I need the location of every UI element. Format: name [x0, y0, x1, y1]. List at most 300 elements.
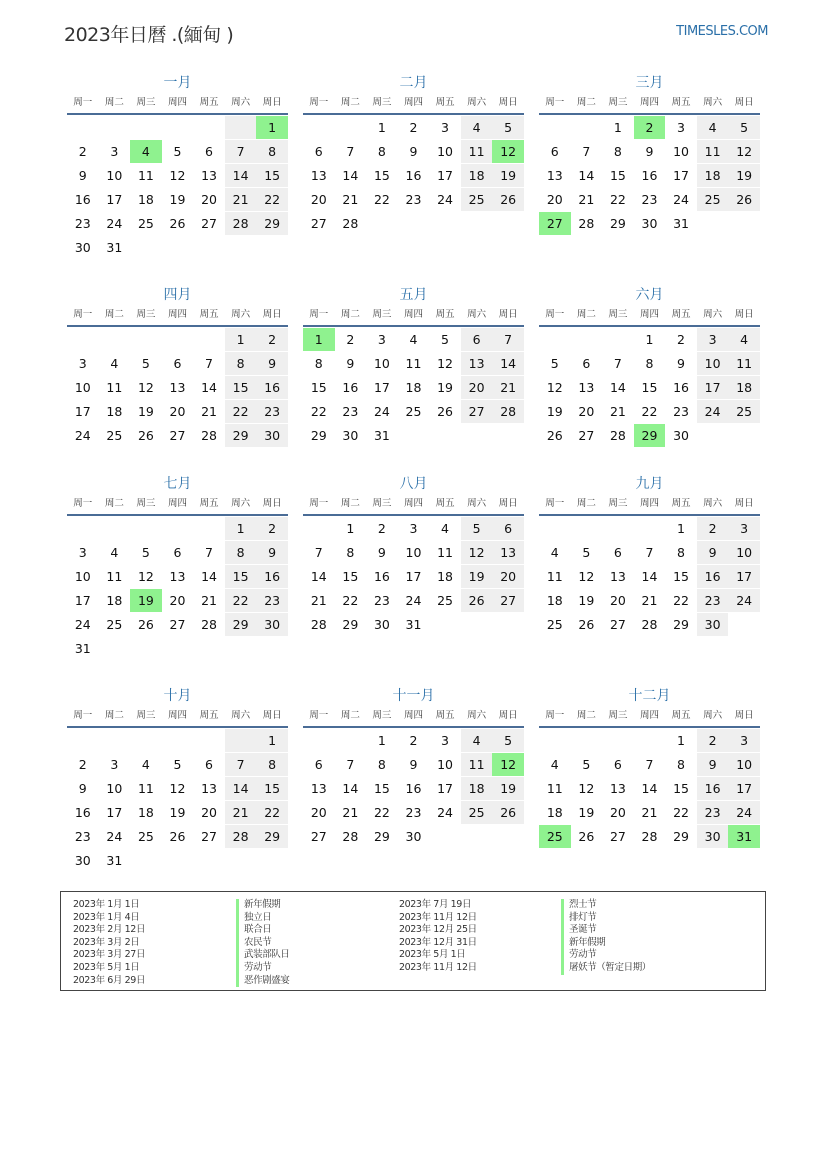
empty-cell	[634, 517, 666, 540]
day-cell: 7	[225, 753, 257, 776]
month-name: 七月	[163, 476, 192, 492]
day-cell: 14	[201, 380, 217, 395]
day-cell: 18	[546, 593, 563, 608]
day-cell: 5	[492, 116, 524, 139]
day-cell: 2	[697, 517, 729, 540]
weekday-label: 周五	[435, 97, 455, 108]
day-cell: 13	[609, 569, 626, 584]
day-cell: 21	[225, 188, 257, 211]
day-cell: 15	[256, 777, 288, 800]
legend-entry: 新年假期	[236, 899, 290, 912]
day-cell: 18	[137, 805, 154, 820]
day-cell: 22	[310, 404, 327, 419]
legend-entry: 2023年 3月 2日	[73, 936, 140, 948]
site-link[interactable]: TIMESLES.COM	[676, 24, 768, 39]
empty-cell	[571, 517, 603, 540]
day-cell: 25	[728, 400, 760, 423]
day-cell: 21	[342, 192, 359, 207]
day-cell: 25	[461, 801, 493, 824]
day-cell: 12	[728, 140, 760, 163]
weekday-label: 周日	[262, 498, 282, 509]
day-cell: 13	[201, 168, 217, 183]
weekday-label: 周日	[498, 710, 518, 721]
legend-entry: 2023年 3月 27日	[73, 949, 146, 961]
day-cell: 10	[106, 781, 123, 796]
weekday-label: 周三	[608, 498, 628, 509]
week-row	[303, 188, 524, 212]
legend-entry: 劳动节	[236, 962, 290, 975]
weekday-label: 周六	[231, 710, 251, 721]
legend-entry: 2023年 5月 1日	[73, 961, 140, 973]
weekday-label: 周一	[309, 710, 329, 721]
weekday-label: 周二	[576, 97, 596, 108]
weekday-label: 周三	[136, 710, 156, 721]
day-cell: 4	[461, 116, 493, 139]
day-cell: 14	[578, 168, 595, 183]
month-name: 一月	[163, 75, 192, 91]
legend-entry: 烈士节	[561, 899, 651, 912]
day-cell: 17	[673, 168, 689, 183]
day-cell: 14	[342, 168, 359, 183]
weekday-label: 周三	[136, 97, 156, 108]
week-row	[539, 212, 760, 236]
day-cell: 23	[697, 801, 729, 824]
week-row	[67, 565, 288, 589]
day-cell: 11	[405, 356, 422, 371]
week-row	[67, 424, 288, 448]
day-cell: 2	[256, 328, 288, 351]
day-cell: 16	[256, 376, 288, 399]
day-cell: 5	[461, 517, 493, 540]
day-cell: 15	[373, 168, 390, 183]
legend-entry: 农民节	[236, 937, 290, 950]
day-cell: 15	[310, 380, 327, 395]
day-cell: 9	[409, 757, 418, 772]
day-cell: 4	[141, 757, 150, 772]
day-cell: 26	[578, 617, 595, 632]
week-row	[67, 753, 288, 777]
day-cell: 28	[342, 829, 359, 844]
day-cell: 6	[205, 757, 213, 772]
week-row	[303, 613, 524, 637]
day-cell: 31	[728, 825, 760, 848]
day-cell: 15	[225, 376, 257, 399]
day-cell: 9	[697, 753, 729, 776]
week-row	[67, 541, 288, 565]
day-cell: 23	[74, 216, 91, 231]
day-cell: 13	[578, 380, 595, 395]
day-cell: 4	[130, 140, 162, 163]
legend-entry: 2023年 12月 25日	[399, 924, 477, 936]
day-cell: 10	[728, 541, 760, 564]
day-cell: 8	[377, 144, 386, 159]
day-cell: 23	[697, 589, 729, 612]
month-block	[303, 686, 524, 849]
weekday-label: 周一	[309, 97, 329, 108]
empty-cell	[99, 729, 131, 752]
day-cell: 21	[641, 805, 658, 820]
day-cell: 5	[582, 757, 591, 772]
day-cell: 25	[546, 617, 563, 632]
day-cell: 10	[373, 356, 390, 371]
day-cell: 27	[310, 216, 327, 231]
weekday-label: 周二	[340, 97, 360, 108]
empty-cell	[461, 825, 493, 848]
day-cell: 23	[405, 805, 422, 820]
weekday-label: 周六	[467, 97, 487, 108]
day-cell: 29	[225, 613, 257, 636]
week-row	[67, 589, 288, 613]
empty-cell	[539, 328, 571, 351]
weekday-label: 周日	[734, 498, 754, 509]
day-cell: 20	[546, 192, 563, 207]
day-cell: 21	[310, 593, 327, 608]
empty-cell	[67, 729, 99, 752]
day-cell: 9	[645, 144, 654, 159]
weekday-label: 周六	[231, 498, 251, 509]
empty-cell	[303, 116, 335, 139]
day-cell: 11	[106, 380, 123, 395]
week-row	[67, 729, 288, 753]
weekday-label: 周日	[498, 309, 518, 320]
day-cell: 20	[310, 192, 327, 207]
day-cell: 10	[673, 144, 689, 159]
empty-cell	[571, 328, 603, 351]
day-cell: 4	[728, 328, 760, 351]
weekday-label: 周五	[435, 498, 455, 509]
month-block	[67, 686, 288, 873]
weekday-label: 周四	[639, 710, 659, 721]
day-cell: 24	[106, 829, 123, 844]
week-row	[303, 400, 524, 424]
weekday-header	[539, 307, 760, 327]
day-cell: 28	[225, 825, 257, 848]
day-cell: 28	[201, 428, 217, 443]
day-cell: 13	[546, 168, 563, 183]
day-cell: 18	[106, 404, 123, 419]
day-cell: 31	[405, 617, 422, 632]
day-cell: 21	[492, 376, 524, 399]
day-cell: 19	[137, 404, 154, 419]
day-cell: 27	[169, 617, 186, 632]
day-cell: 25	[137, 829, 154, 844]
weekday-label: 周六	[703, 498, 723, 509]
day-cell: 4	[110, 545, 119, 560]
day-cell: 25	[106, 617, 123, 632]
day-cell: 13	[492, 541, 524, 564]
day-cell: 17	[697, 376, 729, 399]
day-cell: 14	[641, 781, 658, 796]
week-row	[303, 777, 524, 801]
day-cell: 12	[578, 569, 595, 584]
day-cell: 23	[256, 400, 288, 423]
day-cell: 21	[201, 593, 217, 608]
day-cell: 22	[609, 192, 626, 207]
day-cell: 27	[310, 829, 327, 844]
weekday-label: 周一	[309, 309, 329, 320]
day-cell: 26	[437, 404, 453, 419]
day-cell: 14	[310, 569, 327, 584]
weekday-label: 周三	[372, 710, 392, 721]
week-row	[539, 376, 760, 400]
week-row	[67, 116, 288, 140]
weekday-label: 周五	[435, 309, 455, 320]
day-cell: 25	[539, 825, 571, 848]
day-cell: 11	[461, 140, 493, 163]
weekday-label: 周六	[703, 97, 723, 108]
weekday-label: 周五	[435, 710, 455, 721]
day-cell: 6	[461, 328, 493, 351]
month-block	[539, 285, 760, 448]
weekday-label: 周五	[199, 710, 219, 721]
day-cell: 8	[256, 753, 288, 776]
month-name: 二月	[399, 75, 428, 91]
day-cell: 24	[673, 192, 689, 207]
week-row	[303, 328, 524, 352]
day-cell: 14	[641, 569, 658, 584]
day-cell: 5	[141, 545, 150, 560]
weekday-label: 周五	[671, 97, 691, 108]
weekday-label: 周六	[703, 710, 723, 721]
day-cell: 21	[201, 404, 217, 419]
day-cell: 27	[492, 589, 524, 612]
weekday-label: 周二	[576, 710, 596, 721]
day-cell: 11	[437, 545, 453, 560]
day-cell: 8	[677, 757, 685, 772]
day-cell: 11	[697, 140, 729, 163]
day-cell: 19	[437, 380, 453, 395]
day-cell: 17	[74, 404, 91, 419]
day-cell: 7	[314, 545, 323, 560]
month-block	[67, 73, 288, 260]
weekday-header	[67, 708, 288, 728]
day-cell: 27	[201, 829, 217, 844]
weekday-label: 周一	[73, 97, 93, 108]
day-cell: 22	[673, 593, 689, 608]
empty-cell	[193, 729, 225, 752]
day-cell: 4	[461, 729, 493, 752]
day-cell: 10	[405, 545, 422, 560]
month-block	[539, 474, 760, 637]
day-cell: 26	[137, 617, 154, 632]
day-cell: 3	[110, 757, 119, 772]
week-row	[303, 116, 524, 140]
week-row	[303, 517, 524, 541]
day-cell: 2	[346, 332, 355, 347]
day-cell: 11	[461, 753, 493, 776]
legend-entry: 2023年 7月 19日	[399, 899, 472, 910]
weekday-header	[67, 95, 288, 115]
empty-cell	[492, 825, 524, 848]
day-cell: 1	[645, 332, 654, 347]
day-cell: 28	[641, 829, 658, 844]
day-cell: 8	[225, 352, 257, 375]
empty-cell	[492, 613, 524, 636]
weekday-label: 周一	[73, 309, 93, 320]
weekday-label: 周五	[199, 309, 219, 320]
day-cell: 17	[373, 380, 390, 395]
empty-cell	[366, 212, 398, 235]
day-cell: 26	[137, 428, 154, 443]
weekday-label: 周二	[104, 498, 124, 509]
weekday-label: 周日	[734, 710, 754, 721]
day-cell: 22	[256, 188, 288, 211]
day-cell: 2	[377, 521, 386, 536]
empty-cell	[429, 613, 461, 636]
day-cell: 11	[546, 569, 563, 584]
day-cell: 4	[550, 545, 559, 560]
legend-entry: 劳动节	[561, 949, 651, 962]
day-cell: 12	[137, 569, 154, 584]
day-cell: 22	[641, 404, 658, 419]
weekday-label: 周五	[199, 498, 219, 509]
weekday-label: 周六	[703, 309, 723, 320]
day-cell: 16	[256, 565, 288, 588]
day-cell: 4	[110, 356, 119, 371]
day-cell: 17	[106, 192, 123, 207]
day-cell: 25	[461, 188, 493, 211]
empty-cell	[539, 729, 571, 752]
day-cell: 29	[673, 617, 689, 632]
week-row	[539, 777, 760, 801]
weekday-label: 周二	[340, 710, 360, 721]
day-cell: 16	[74, 192, 91, 207]
empty-cell	[130, 729, 162, 752]
empty-cell	[461, 613, 493, 636]
day-cell: 8	[677, 545, 685, 560]
month-block	[303, 285, 524, 448]
day-cell: 17	[728, 565, 760, 588]
empty-cell	[99, 116, 131, 139]
day-cell: 19	[169, 805, 186, 820]
legend-entry: 联合日	[236, 924, 290, 937]
day-cell: 24	[437, 805, 453, 820]
day-cell: 31	[373, 428, 390, 443]
day-cell: 6	[173, 356, 182, 371]
day-cell: 14	[492, 352, 524, 375]
day-cell: 17	[437, 168, 453, 183]
legend-names-left	[236, 899, 290, 987]
day-cell: 3	[441, 733, 449, 748]
weekday-label: 周六	[231, 309, 251, 320]
week-row	[539, 352, 760, 376]
day-cell: 3	[728, 517, 760, 540]
day-cell: 20	[609, 805, 626, 820]
day-cell: 30	[673, 428, 689, 443]
weekday-label: 周二	[104, 97, 124, 108]
day-cell: 10	[728, 753, 760, 776]
weekday-label: 周三	[608, 309, 628, 320]
weekday-label: 周三	[608, 97, 628, 108]
empty-cell	[398, 424, 430, 447]
day-cell: 14	[342, 781, 359, 796]
weekday-label: 周日	[498, 97, 518, 108]
day-cell: 2	[78, 144, 87, 159]
day-cell: 22	[225, 589, 257, 612]
day-cell: 29	[373, 829, 390, 844]
day-cell: 12	[546, 380, 563, 395]
legend-entry: 2023年 1月 1日	[73, 899, 140, 910]
empty-cell	[728, 212, 760, 235]
day-cell: 1	[377, 120, 386, 135]
day-cell: 24	[728, 801, 760, 824]
day-cell: 18	[106, 593, 123, 608]
day-cell: 21	[225, 801, 257, 824]
day-cell: 3	[409, 521, 418, 536]
week-row	[67, 164, 288, 188]
empty-cell	[130, 849, 162, 872]
week-row	[303, 825, 524, 849]
page-title: 2023年日曆 .(緬甸 )	[64, 24, 234, 46]
day-cell: 22	[373, 805, 390, 820]
legend-entry: 排灯节	[561, 912, 651, 925]
month-name: 九月	[635, 476, 664, 492]
empty-cell	[728, 424, 760, 447]
day-cell: 26	[578, 829, 595, 844]
empty-cell	[162, 729, 194, 752]
day-cell: 1	[346, 521, 355, 536]
empty-cell	[225, 116, 257, 139]
day-cell: 26	[169, 829, 186, 844]
legend-names-right	[561, 899, 651, 975]
week-row	[303, 753, 524, 777]
day-cell: 1	[377, 733, 386, 748]
day-cell: 26	[169, 216, 186, 231]
day-cell: 24	[373, 404, 390, 419]
day-cell: 1	[225, 517, 257, 540]
day-cell: 7	[205, 356, 213, 371]
day-cell: 26	[461, 589, 493, 612]
week-row	[67, 328, 288, 352]
day-cell: 10	[74, 569, 91, 584]
day-cell: 25	[405, 404, 422, 419]
day-cell: 29	[310, 428, 327, 443]
empty-cell	[602, 729, 634, 752]
empty-cell	[256, 849, 288, 872]
weekday-label: 周四	[167, 498, 187, 509]
empty-cell	[162, 236, 194, 259]
empty-cell	[429, 212, 461, 235]
weekday-label: 周二	[576, 309, 596, 320]
empty-cell	[130, 236, 162, 259]
week-row	[303, 140, 524, 164]
weekday-label: 周五	[199, 97, 219, 108]
day-cell: 31	[74, 641, 91, 656]
week-row	[303, 589, 524, 613]
month-name: 十一月	[392, 688, 435, 704]
day-cell: 6	[492, 517, 524, 540]
weekday-header	[303, 307, 524, 327]
day-cell: 3	[78, 545, 87, 560]
weekday-header	[67, 496, 288, 516]
day-cell: 14	[225, 777, 257, 800]
empty-cell	[225, 236, 257, 259]
month-name: 八月	[399, 476, 428, 492]
weekday-label: 周一	[545, 97, 565, 108]
day-cell: 27	[578, 428, 595, 443]
day-cell: 25	[437, 593, 453, 608]
empty-cell	[697, 212, 729, 235]
day-cell: 3	[677, 120, 685, 135]
empty-cell	[335, 729, 367, 752]
day-cell: 17	[728, 777, 760, 800]
day-cell: 13	[169, 569, 186, 584]
day-cell: 19	[492, 164, 524, 187]
weekday-label: 周四	[639, 309, 659, 320]
day-cell: 1	[677, 733, 685, 748]
day-cell: 11	[546, 781, 563, 796]
month-block	[539, 73, 760, 236]
